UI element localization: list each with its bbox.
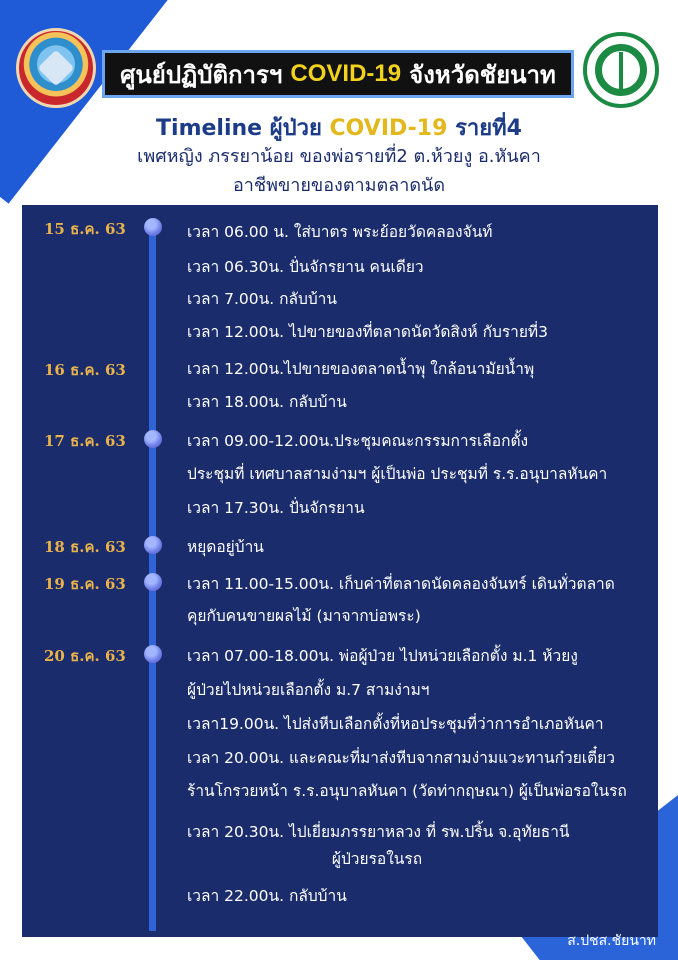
timeline-event: เวลา 17.30น. ปั่นจักรยาน: [187, 499, 365, 517]
timeline-event: เวลา 20.00น. และคณะที่มาส่งหีบจากสามง่ามแวะทานก๋วยเตี๋ยว: [187, 749, 615, 767]
patient-occupation: อาชีพขายของตามตลาดนัด: [232, 175, 446, 196]
timeline-event: เวลา 20.30น. ไปเยี่ยมภรรยาหลวง ที่ รพ.ปริ้น จ.อุทัยธานี: [187, 823, 570, 841]
timeline-date: 20 ธ.ค. 63: [44, 647, 126, 665]
source-credit: ส.ปชส.ชัยนาท: [567, 933, 656, 949]
timeline-event: เวลา 12.00น.ไปขายของตลาดน้ำพุ ใกล้อนามัยน้ำพุ: [187, 360, 535, 378]
timeline-event: เวลา 06.00 น. ใส่บาตร พระย้อยวัดคลองจันท์: [187, 223, 493, 241]
ministry-of-public-health-logo: [583, 32, 659, 108]
timeline-event: เวลา 18.00น. กลับบ้าน: [187, 393, 347, 411]
timeline-event: หยุดอยู่บ้าน: [187, 538, 264, 556]
timeline-marker: [144, 430, 162, 448]
headline-suffix: รายที่4: [455, 116, 522, 141]
timeline-marker: [144, 645, 162, 663]
timeline-event: เวลา 07.00-18.00น. พ่อผู้ป่วย ไปหน่วยเลือกตั้ง ม.1 ห้วยงู: [187, 647, 578, 665]
header-title-suffix: จังหวัดชัยนาท: [409, 61, 556, 89]
header-title-banner: [102, 50, 574, 98]
timeline-event: เวลา 12.00น. ไปขายของที่ตลาดนัดวัดสิงห์ กับรายที่3: [187, 323, 549, 341]
timeline-marker: [144, 218, 162, 236]
headline-prefix: Timeline ผู้ป่วย: [156, 116, 322, 141]
timeline-event: เวลา 22.00น. กลับบ้าน: [187, 887, 347, 905]
timeline-event: เวลา 09.00-12.00น.ประชุมคณะกรรมการเลือกตั้ง: [187, 432, 529, 450]
timeline-event: ร้านโกรวยหน้า ร.ร.อนุบาลหันคา (วัดท่ากฤษณา) ผู้เป็นพ่อรอในรถ: [187, 782, 627, 800]
timeline-date: 17 ธ.ค. 63: [44, 432, 126, 450]
timeline-event: ผู้ป่วยไปหน่วยเลือกตั้ง ม.7 สามง่ามฯ: [187, 681, 430, 699]
timeline-date: 19 ธ.ค. 63: [44, 575, 126, 593]
timeline-event: เวลา 06.30น. ปั่นจักรยาน คนเดียว: [187, 258, 424, 276]
timeline-marker: [144, 536, 162, 554]
timeline-date: 18 ธ.ค. 63: [44, 538, 126, 556]
timeline-marker: [144, 573, 162, 591]
timeline-event: เวลา 7.00น. กลับบ้าน: [187, 290, 337, 308]
header-title-highlight: COVID-19: [290, 60, 402, 87]
timeline-event: ผู้ป่วยรอในรถ: [331, 850, 423, 868]
header-title-prefix: ศูนย์ปฏิบัติการฯ: [120, 61, 283, 89]
timeline-event: ประชุมที่ เทศบาลสามง่ามฯ ผู้เป็นพ่อ ประชุมที่ ร.ร.อนุบาลหันคา: [187, 465, 608, 483]
page-headline: [0, 110, 678, 145]
headline-highlight: COVID-19: [329, 116, 448, 141]
timeline-date: 16 ธ.ค. 63: [44, 361, 126, 379]
timeline-event: คุยกับคนขายผลไม้ (มาจากบ่อพระ): [187, 607, 421, 625]
patient-description: เพศหญิง ภรรยาน้อย ของพ่อรายที่2 ต.ห้วยงู อ.หันคา: [137, 146, 541, 167]
timeline-event: เวลา 11.00-15.00น. เก็บค่าที่ตลาดนัดคลองจันทร์ เดินทั่วตลาด: [187, 575, 615, 593]
province-seal-logo: [16, 28, 96, 108]
timeline-event: เวลา19.00น. ไปส่งหีบเลือกตั้งที่หอประชุมที่ว่าการอำเภอหันคา: [187, 715, 604, 733]
timeline-date: 15 ธ.ค. 63: [44, 220, 126, 238]
